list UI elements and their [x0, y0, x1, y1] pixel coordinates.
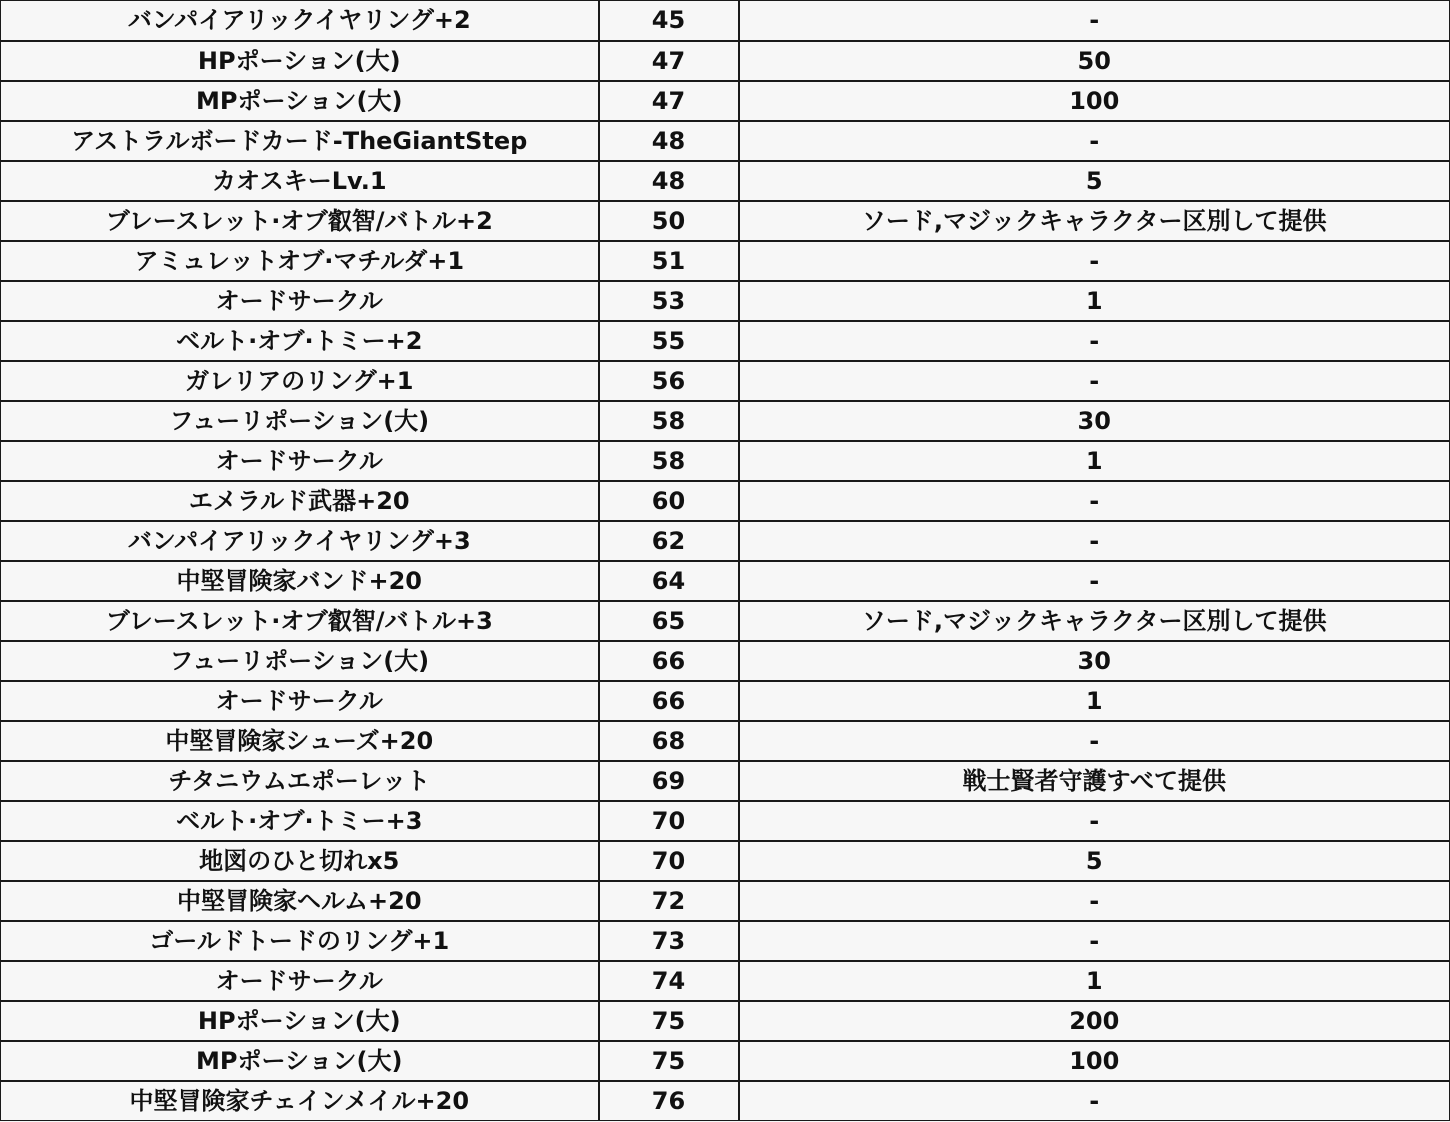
note-cell: - [739, 721, 1450, 761]
table-row [1, 681, 1450, 721]
item-name-cell: ベルト·オブ·トミー+3 [1, 801, 599, 841]
item-name-cell: オードサークル [1, 961, 599, 1001]
item-name-cell: ゴールドトードのリング+1 [1, 921, 599, 961]
note-cell: 100 [739, 81, 1450, 121]
note-cell: - [739, 921, 1450, 961]
table-row [1, 921, 1450, 961]
item-name-cell: バンパイアリックイヤリング+3 [1, 521, 599, 561]
table-row [1, 801, 1450, 841]
level-cell: 55 [599, 321, 739, 361]
table-row [1, 1041, 1450, 1081]
item-name-cell: ガレリアのリング+1 [1, 361, 599, 401]
table-row [1, 1, 1450, 41]
table-row [1, 1081, 1450, 1121]
note-cell: 5 [739, 841, 1450, 881]
table-row [1, 121, 1450, 161]
level-cell: 70 [599, 841, 739, 881]
level-cell: 75 [599, 1001, 739, 1041]
item-name-cell: チタニウムエポーレット [1, 761, 599, 801]
note-cell: - [739, 801, 1450, 841]
item-name-cell: ブレースレット·オブ叡智/バトル+2 [1, 201, 599, 241]
item-name-cell: HPポーション(大) [1, 1001, 599, 1041]
level-cell: 45 [599, 1, 739, 41]
table-row [1, 961, 1450, 1001]
item-name-cell: オードサークル [1, 681, 599, 721]
level-cell: 62 [599, 521, 739, 561]
level-cell: 72 [599, 881, 739, 921]
item-name-cell: フューリポーション(大) [1, 641, 599, 681]
table-row [1, 881, 1450, 921]
item-name-cell: アストラルボードカード-TheGiantStep [1, 121, 599, 161]
note-cell: 1 [739, 681, 1450, 721]
item-name-cell: オードサークル [1, 441, 599, 481]
note-cell: - [739, 561, 1450, 601]
note-cell: 1 [739, 961, 1450, 1001]
table-row [1, 761, 1450, 801]
item-name-cell: 中堅冒険家ヘルム+20 [1, 881, 599, 921]
table-row [1, 561, 1450, 601]
note-cell: - [739, 241, 1450, 281]
level-cell: 66 [599, 681, 739, 721]
note-cell: 戦士賢者守護すべて提供 [739, 761, 1450, 801]
table-row [1, 41, 1450, 81]
level-cell: 56 [599, 361, 739, 401]
note-cell: ソード,マジックキャラクター区別して提供 [739, 201, 1450, 241]
note-cell: 30 [739, 401, 1450, 441]
note-cell: 5 [739, 161, 1450, 201]
level-cell: 58 [599, 441, 739, 481]
table-row [1, 321, 1450, 361]
table-row [1, 641, 1450, 681]
note-cell: 50 [739, 41, 1450, 81]
level-cell: 65 [599, 601, 739, 641]
table-row [1, 201, 1450, 241]
note-cell: 1 [739, 281, 1450, 321]
note-cell: - [739, 361, 1450, 401]
table-row [1, 721, 1450, 761]
level-cell: 75 [599, 1041, 739, 1081]
level-cell: 53 [599, 281, 739, 321]
level-cell: 73 [599, 921, 739, 961]
item-name-cell: アミュレットオブ·マチルダ+1 [1, 241, 599, 281]
item-name-cell: 地図のひと切れx5 [1, 841, 599, 881]
table-row [1, 481, 1450, 521]
level-cell: 69 [599, 761, 739, 801]
note-cell: 100 [739, 1041, 1450, 1081]
item-name-cell: バンパイアリックイヤリング+2 [1, 1, 599, 41]
table-row [1, 601, 1450, 641]
note-cell: - [739, 321, 1450, 361]
table-row [1, 401, 1450, 441]
table-row [1, 1001, 1450, 1041]
item-name-cell: ブレースレット·オブ叡智/バトル+3 [1, 601, 599, 641]
level-cell: 66 [599, 641, 739, 681]
note-cell: 30 [739, 641, 1450, 681]
level-cell: 48 [599, 121, 739, 161]
item-name-cell: 中堅冒険家バンド+20 [1, 561, 599, 601]
table-row [1, 281, 1450, 321]
level-cell: 51 [599, 241, 739, 281]
level-cell: 68 [599, 721, 739, 761]
table-row [1, 81, 1450, 121]
note-cell: - [739, 121, 1450, 161]
level-cell: 70 [599, 801, 739, 841]
note-cell: 1 [739, 441, 1450, 481]
item-name-cell: 中堅冒険家シューズ+20 [1, 721, 599, 761]
note-cell: - [739, 1, 1450, 41]
reward-table-body [1, 1, 1450, 1121]
item-name-cell: HPポーション(大) [1, 41, 599, 81]
table-row [1, 521, 1450, 561]
level-cell: 50 [599, 201, 739, 241]
item-name-cell: フューリポーション(大) [1, 401, 599, 441]
item-name-cell: カオスキーLv.1 [1, 161, 599, 201]
level-cell: 64 [599, 561, 739, 601]
level-cell: 48 [599, 161, 739, 201]
item-name-cell: MPポーション(大) [1, 81, 599, 121]
note-cell: - [739, 481, 1450, 521]
note-cell: ソード,マジックキャラクター区別して提供 [739, 601, 1450, 641]
note-cell: - [739, 521, 1450, 561]
table-row [1, 161, 1450, 201]
table-row [1, 841, 1450, 881]
item-name-cell: 中堅冒険家チェインメイル+20 [1, 1081, 599, 1121]
table-row [1, 361, 1450, 401]
table-row [1, 441, 1450, 481]
level-cell: 76 [599, 1081, 739, 1121]
item-name-cell: エメラルド武器+20 [1, 481, 599, 521]
note-cell: 200 [739, 1001, 1450, 1041]
note-cell: - [739, 1081, 1450, 1121]
level-cell: 74 [599, 961, 739, 1001]
item-name-cell: オードサークル [1, 281, 599, 321]
item-name-cell: ベルト·オブ·トミー+2 [1, 321, 599, 361]
table-row [1, 241, 1450, 281]
level-cell: 60 [599, 481, 739, 521]
level-cell: 47 [599, 81, 739, 121]
item-name-cell: MPポーション(大) [1, 1041, 599, 1081]
level-cell: 58 [599, 401, 739, 441]
note-cell: - [739, 881, 1450, 921]
level-cell: 47 [599, 41, 739, 81]
